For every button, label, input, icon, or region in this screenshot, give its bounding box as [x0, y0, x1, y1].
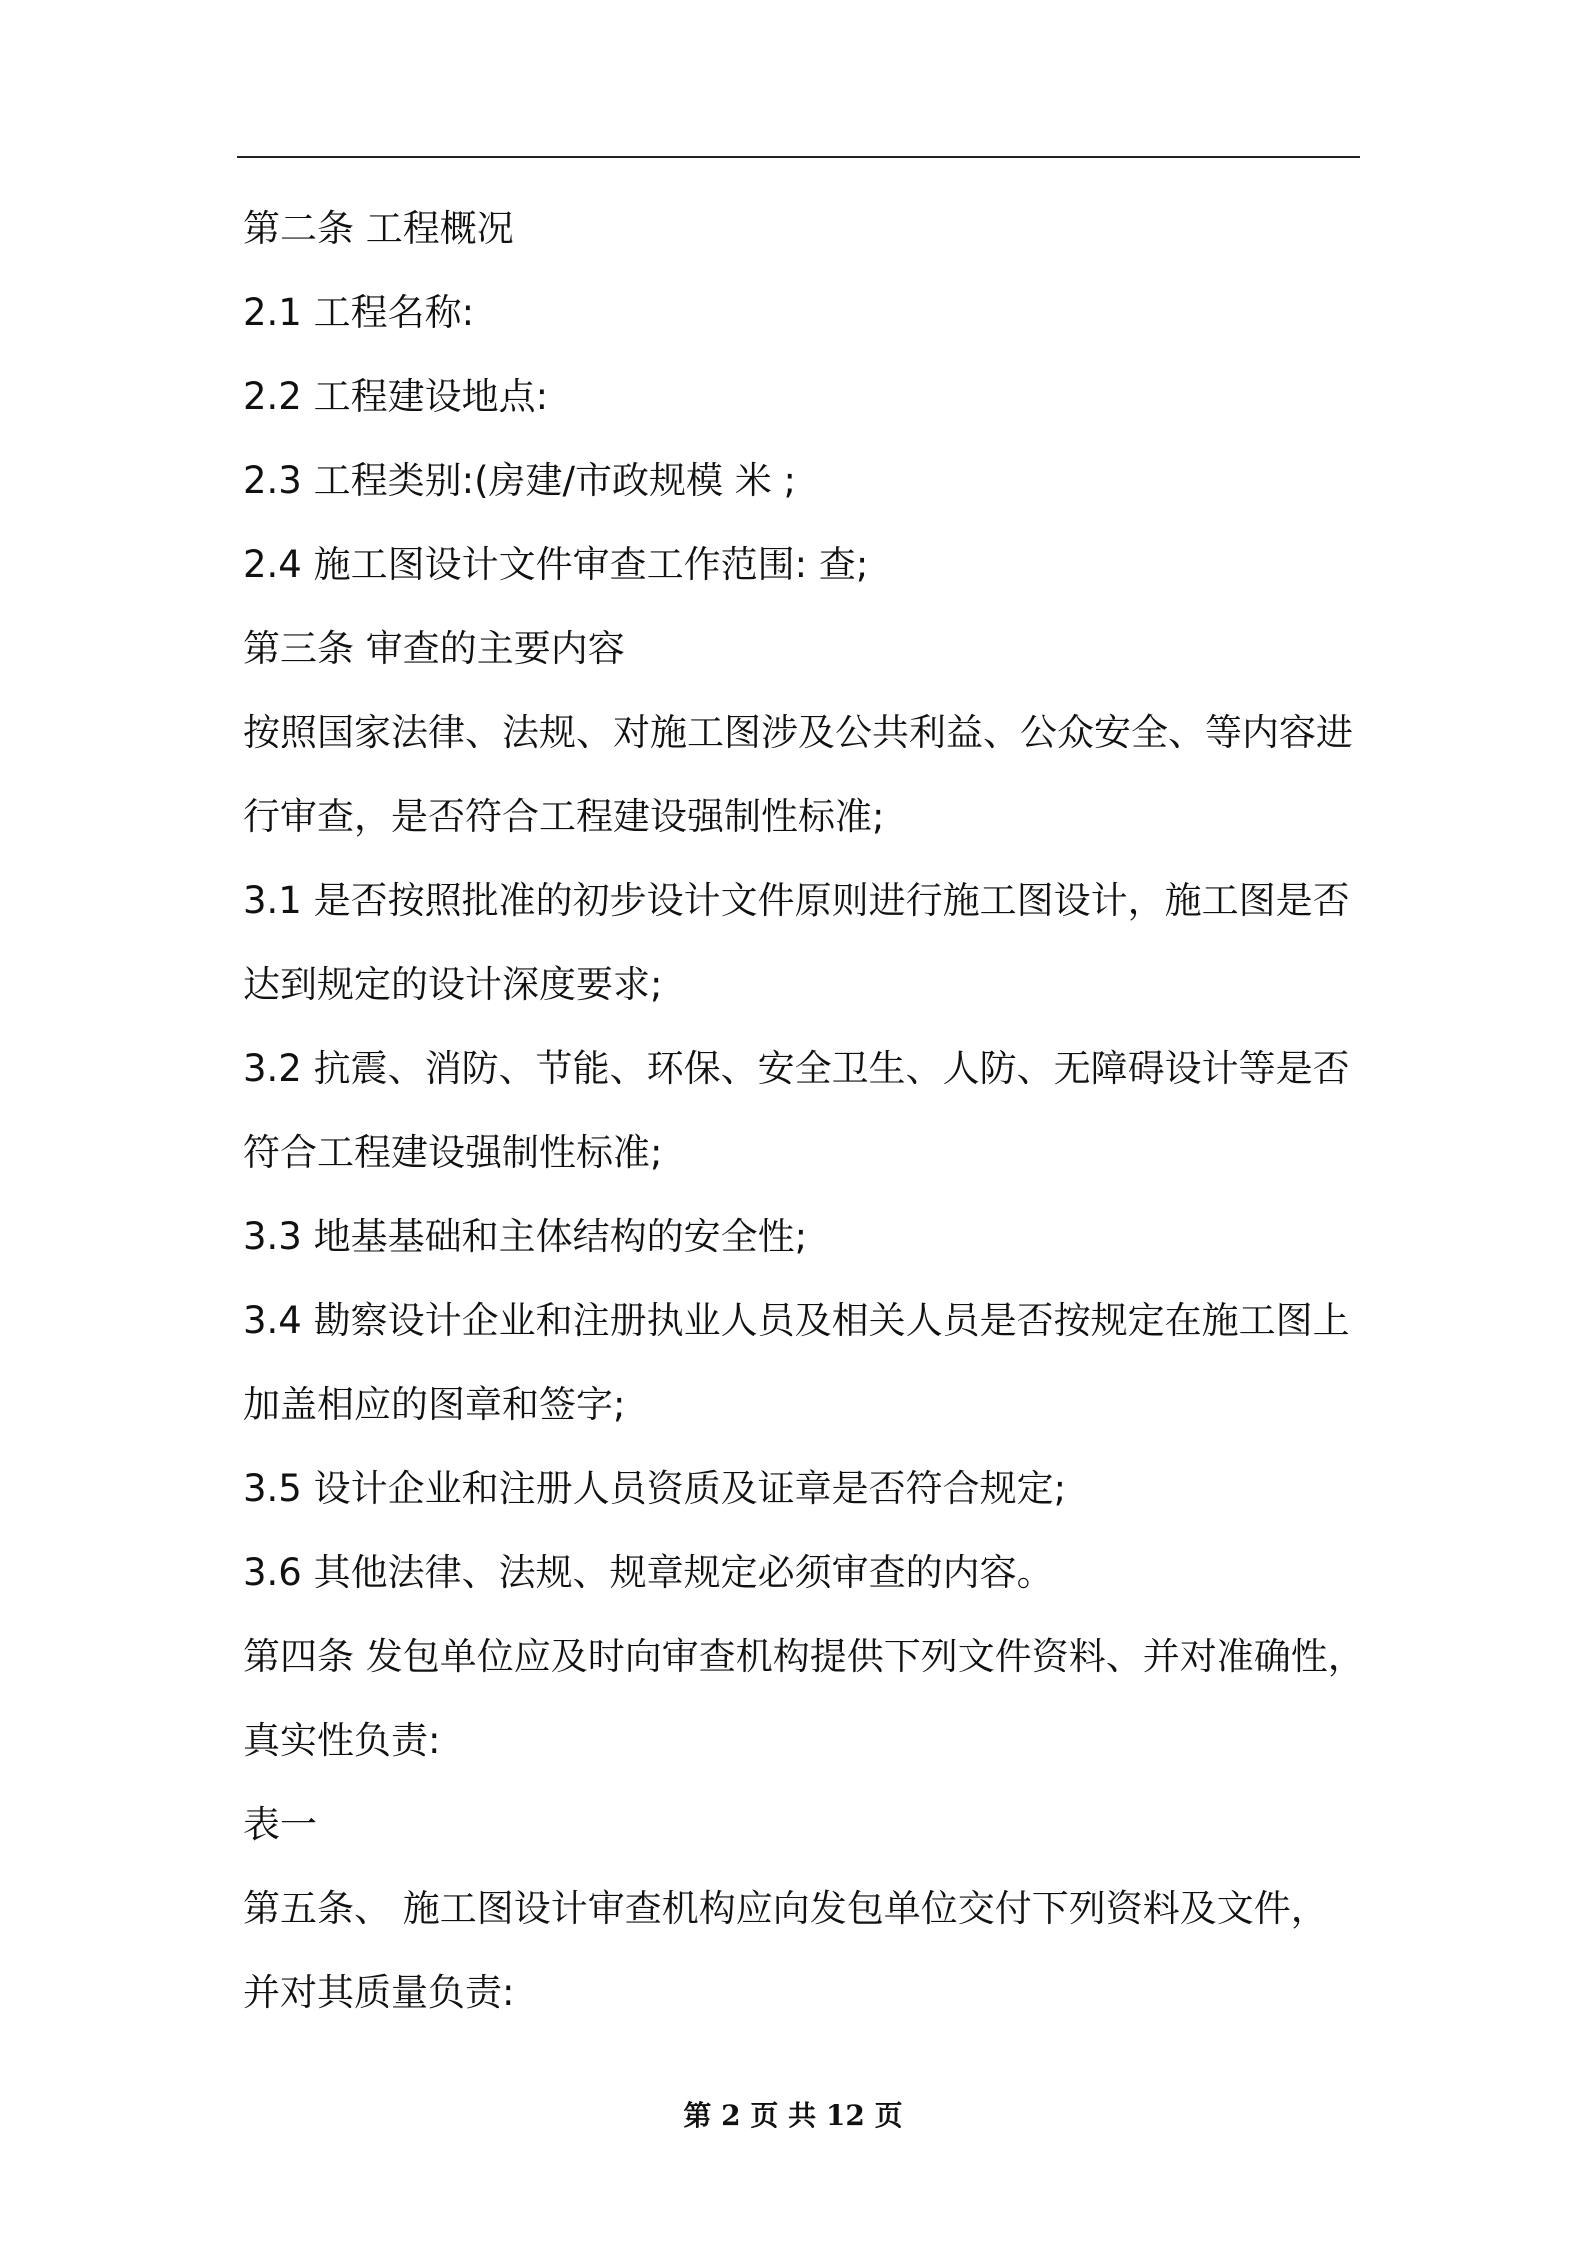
- page-number-footer: 第 2 页 共 12 页: [683, 2099, 903, 2132]
- clause-3-1-line-2: 达到规定的设计深度要求;: [243, 963, 663, 1006]
- clause-2-3: 2.3 工程类别:(房建/市政规模 米 ;: [243, 459, 796, 502]
- document-body: [243, 198, 1366, 2046]
- header-rule: [237, 156, 1360, 158]
- section-5-heading-line-2: 并对其质量负责:: [243, 1971, 515, 2014]
- section-3-intro-line-1: 按照国家法律、法规、对施工图涉及公共利益、公众安全、等内容进: [243, 711, 1353, 754]
- section-4-heading-line-2: 真实性负责:: [243, 1719, 441, 1762]
- clause-2-1: 2.1 工程名称:: [243, 291, 475, 334]
- section-2-heading: 第二条 工程概况: [243, 207, 514, 250]
- clause-3-4-line-1: 3.4 勘察设计企业和注册执业人员及相关人员是否按规定在施工图上: [243, 1299, 1350, 1342]
- section-3-heading: 第三条 审查的主要内容: [243, 627, 625, 670]
- clause-3-2-line-2: 符合工程建设强制性标准;: [243, 1131, 663, 1174]
- table-1-label: 表一: [243, 1803, 317, 1846]
- clause-3-3: 3.3 地基基础和主体结构的安全性;: [243, 1215, 808, 1258]
- section-4-heading-line-1: 第四条 发包单位应及时向审查机构提供下列文件资料、并对准确性，: [243, 1635, 1365, 1678]
- clause-2-4: 2.4 施工图设计文件审查工作范围: 查;: [243, 543, 869, 586]
- clause-3-5: 3.5 设计企业和注册人员资质及证章是否符合规定;: [243, 1467, 1067, 1510]
- clause-3-2-line-1: 3.2 抗震、消防、节能、环保、安全卫生、人防、无障碍设计等是否: [243, 1047, 1350, 1090]
- section-3-intro-line-2: 行审查，是否符合工程建设强制性标准;: [243, 795, 885, 838]
- clause-3-1-line-1: 3.1 是否按照批准的初步设计文件原则进行施工图设计，施工图是否: [243, 879, 1350, 922]
- clause-2-2: 2.2 工程建设地点:: [243, 375, 549, 418]
- section-5-heading-line-1: 第五条、 施工图设计审查机构应向发包单位交付下列资料及文件，: [243, 1887, 1328, 1930]
- clause-3-4-line-2: 加盖相应的图章和签字;: [243, 1383, 626, 1426]
- clause-3-6: 3.6 其他法律、法规、规章规定必须审查的内容。: [243, 1551, 1054, 1594]
